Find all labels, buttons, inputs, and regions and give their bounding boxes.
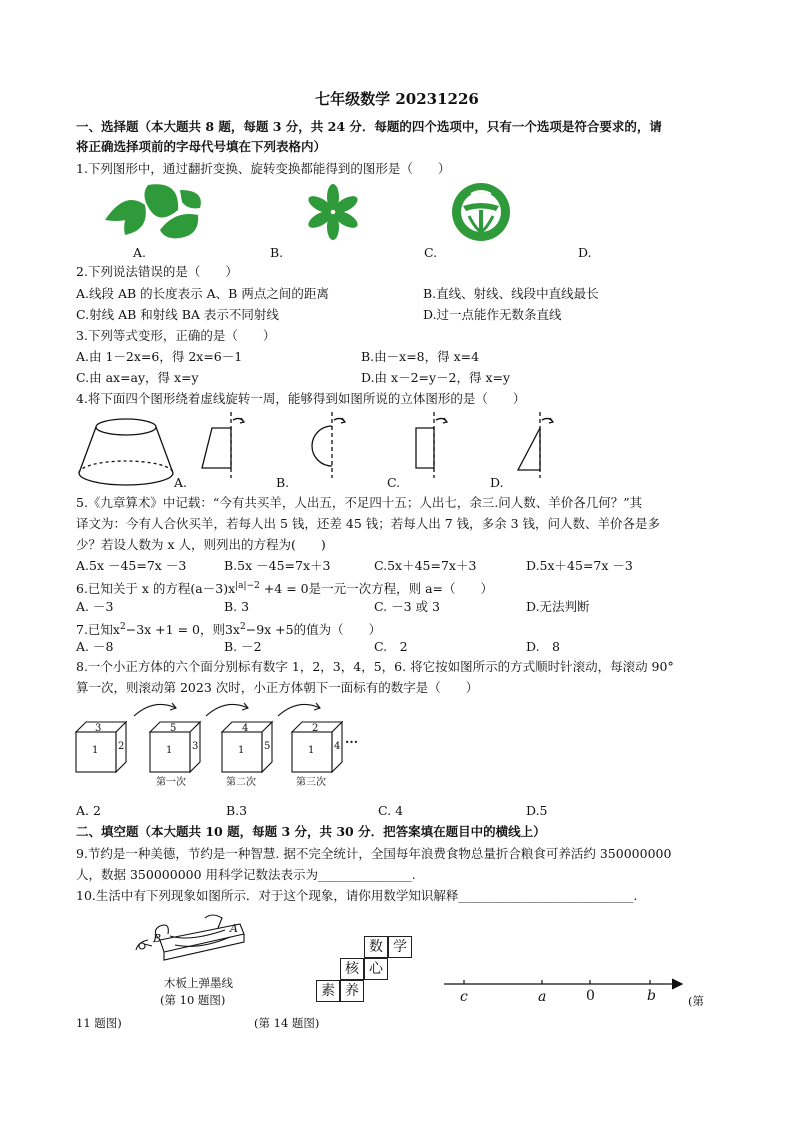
q5-line2: 译文为：今有人合伙买羊，若每人出 5 钱，还差 45 钱；若每人出 7 钱，多余 3 钱，问人数、羊价各是多 [76, 516, 661, 531]
q7-option-d: D. 8 [526, 639, 561, 654]
q8-option-c: C. 4 [378, 803, 404, 818]
q10-label-b: B [153, 932, 162, 945]
q8-roll-arrow-3 [278, 703, 320, 716]
q1-figure-b-icon [303, 182, 363, 242]
q6-option-d: D.无法判断 [526, 599, 590, 614]
q6-option-b: B. 3 [224, 599, 250, 614]
q7-option-c: C. 2 [374, 639, 408, 654]
q2-option-a: A.线段 AB 的长度表示 A、B 两点之间的距离 [76, 286, 329, 301]
q8-cube-3-caption: 第三次 [296, 777, 326, 788]
q6-option-c: C. －3 或 3 [374, 599, 440, 614]
q5-option-b: B.5x －45=7x＋3 [224, 558, 331, 573]
q6-stem-post: +4 = 0是一元一次方程，则 a=（ ） [259, 581, 494, 597]
q4-option-b: B. [276, 475, 290, 490]
q4-option-d-figure-icon [512, 410, 562, 480]
q8-cube-1-top: 5 [170, 723, 177, 734]
q6-stem [76, 577, 493, 598]
q8-cube-1-front: 1 [166, 745, 173, 756]
q14-cell-5: 养 [340, 980, 364, 1002]
q8-cube-2-side: 5 [264, 741, 271, 752]
q7-option-a: A. －8 [76, 639, 114, 654]
q5-option-c: C.5x＋45=7x＋3 [374, 558, 477, 573]
q7-stem [76, 618, 381, 639]
q3-stem: 3.下列等式变形，正确的是（ ） [76, 328, 276, 343]
q10-caption1: 木板上弹墨线 [164, 976, 233, 990]
q14-cell-0: 数 [364, 936, 388, 958]
q14-cell-1: 学 [388, 936, 412, 958]
q11-caption-right: (第 [688, 994, 704, 1008]
q2-option-b: B.直线、射线、线段中直线最长 [423, 286, 599, 301]
q14-cell-4: 素 [316, 980, 340, 1002]
q14-cell-2: 核 [340, 958, 364, 980]
q4-option-a: A. [174, 475, 188, 490]
q9-line1: 9.节约是一种美德，节约是一种智慧. 据不完全统计，全国每年浪费食物总量折合粮食可养活约 350000000 [76, 846, 672, 861]
q8-cube-3-front: 1 [308, 745, 315, 756]
q4-option-c: C. [387, 475, 401, 490]
q8-cube-2-top: 4 [242, 723, 249, 734]
q8-roll-arrow-2 [206, 703, 248, 716]
q8-cube-3-side: 4 [334, 741, 341, 752]
q3-option-b: B.由－x=8，得 x=4 [361, 349, 480, 364]
q1-option-c: C. [424, 245, 438, 260]
q3-option-d: D.由 x－2=y－2，得 x=y [361, 370, 511, 385]
q5-line3: 少？若设人数为 x 人，则列出的方程为( ) [76, 537, 326, 552]
q3-option-c: C.由 ax=ay，得 x=y [76, 370, 199, 385]
page-title: 七年级数学 20231226 [315, 90, 479, 108]
q2-option-d: D.过一点能作无数条直线 [423, 307, 562, 322]
q2-stem: 2.下列说法错误的是（ ） [76, 264, 238, 279]
q7-option-b: B. －2 [224, 639, 262, 654]
q4-option-a-figure-icon [200, 410, 250, 480]
q5-option-a: A.5x －45=7x －3 [76, 558, 187, 573]
q11-label-c: c [460, 989, 468, 1005]
q11-caption-left: 11 题图) [76, 1016, 122, 1030]
q8-cube-3-top: 2 [312, 723, 319, 734]
q11-label-b: b [647, 988, 656, 1004]
q5-line1: 5.《九章算术》中记载：“今有共买羊，人出五，不足四十五；人出七，余三.问人数、羊价各几何？”其 [76, 495, 643, 510]
q8-line1: 8.一个小正方体的六个面分别标有数字 1，2，3，4，5，6. 将它按如图所示的方式顺时针滚动，每滚动 90° [76, 659, 674, 674]
q7-stem-pre: 7.已知x [76, 622, 120, 638]
section1-heading-line2: 将正确选择项前的字母代号填在下列表格内） [76, 139, 327, 154]
q8-cube-1-side: 3 [192, 741, 199, 752]
q1-figure-a-icon [100, 180, 210, 240]
section1-heading-line1: 一、选择题（本大题共 8 题，每题 3 分，共 24 分．每题的四个选项中，只有一个选项是符合要求的，请 [76, 119, 662, 134]
q8-ellipsis: ··· [345, 734, 359, 749]
q4-option-d: D. [490, 475, 504, 490]
q6-option-a: A. －3 [76, 599, 114, 614]
q8-option-d: D.5 [526, 803, 548, 818]
q4-stem: 4.将下面四个图形绕着虚线旋转一周，能够得到如图所说的立体图形的是（ ） [76, 391, 526, 406]
q8-cube-0-front: 1 [92, 745, 99, 756]
q1-option-d: D. [578, 245, 592, 260]
q8-cube-2-front: 1 [238, 745, 245, 756]
q3-option-a: A.由 1－2x=6，得 2x=6－1 [76, 349, 243, 364]
q14-cell-3: 心 [364, 958, 388, 980]
q6-exponent: |a|−2 [235, 581, 260, 591]
q7-exponent-1: 2 [119, 622, 126, 632]
q2-option-c: C.射线 AB 和射线 BA 表示不同射线 [76, 307, 279, 322]
q10-label-a: A [230, 922, 238, 935]
q6-stem-pre: 6.已知关于 x 的方程(a－3)x [76, 581, 236, 597]
q11-label-a: a [538, 989, 547, 1005]
q5-option-d: D.5x＋45=7x －3 [526, 558, 633, 573]
q8-cube-1-caption: 第一次 [156, 777, 186, 788]
q7-exponent-2: 2 [239, 622, 246, 632]
q10-caption2: (第 10 题图) [160, 993, 226, 1007]
q1-option-b: B. [270, 245, 284, 260]
q8-option-b: B.3 [226, 803, 248, 818]
q1-stem: 1.下列图形中，通过翻折变换、旋转变换都能得到的图形是（ ） [76, 161, 451, 176]
q14-caption: (第 14 题图) [254, 1016, 320, 1030]
q9-line2: 人，数据 350000000 用科学记数法表示为_______________. [76, 867, 416, 882]
q8-cube-0-side: 2 [118, 741, 125, 752]
q8-cube-2-caption: 第二次 [226, 777, 256, 788]
q8-option-a: A. 2 [76, 803, 101, 818]
q4-option-b-figure-icon [302, 410, 352, 480]
q7-stem-post: −9x +5的值为（ ） [245, 622, 382, 638]
q4-option-c-figure-icon [406, 410, 456, 480]
q11-label-0: 0 [586, 988, 595, 1004]
q8-cube-0-top: 3 [95, 723, 102, 734]
q10-stem: 10.生活中有下列现象如图所示．对于这个现象，请你用数学知识解释____________________________. [76, 888, 638, 903]
section2-heading: 二、填空题（本大题共 10 题，每题 3 分，共 30 分．把答案填在题目中的横线上） [76, 824, 546, 839]
q1-option-a: A. [133, 245, 147, 260]
q4-frustum-icon [76, 415, 176, 490]
q7-stem-mid: −3x +1 = 0，则3x [125, 622, 240, 638]
q8-line2: 算一次，则滚动第 2023 次时，小正方体朝下一面标有的数字是（ ） [76, 680, 479, 695]
q8-roll-arrow-1 [134, 703, 176, 716]
q1-figure-c-icon [449, 180, 513, 244]
